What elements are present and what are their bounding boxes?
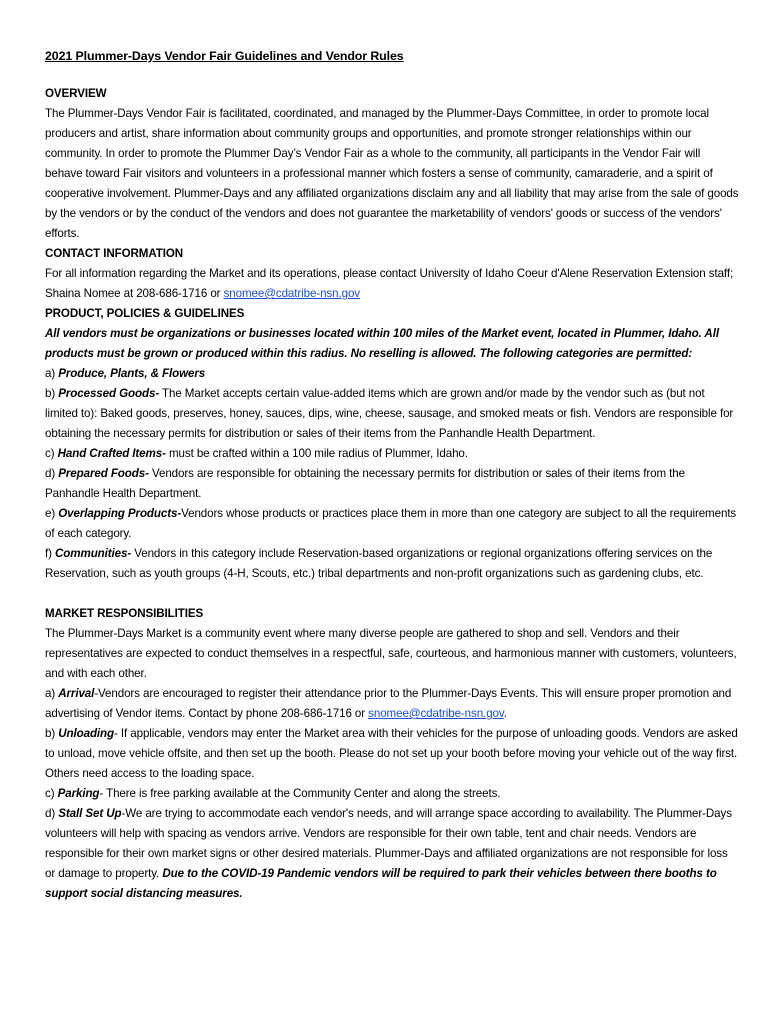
market-item-parking [45,784,740,804]
item-text: -We are trying to accommodate each vendor's needs, and will arrange space according to availability. The Plummer-Days volunteers will help with spacing as vendors arrive. Vendors are responsible for their own table, tent and chair needs. Vendors are responsible for their own market signs or other desired materials. Plummer-Days and affiliated organizations are not responsible for loss or damage to property. [45,807,732,880]
market-intro: The Plummer-Days Market is a community event where many diverse people are gathered to shop and sell. Vendors and their representatives are expected to conduct themselves in a respectful, safe, courteous, and harmonious manner with customers, volunteers, and with each other. [45,627,737,680]
item-term: Unloading [58,727,115,740]
category-item [45,464,740,504]
item-prefix: c) [45,787,58,800]
item-term: Prepared Foods- [58,467,149,480]
covid-notice: Due to the COVID-19 Pandemic vendors will be required to park their vehicles between there booths to support social distancing measures. [45,867,717,900]
item-text: -Vendors are encouraged to register their attendance prior to the Plummer-Days Events. This will ensure proper promotion and advertising of Vendor items. Contact by phone 208-686-1716 or [45,687,732,720]
category-item [45,504,740,544]
contact-heading: CONTACT INFORMATION [45,247,184,260]
item-prefix: d) [45,467,59,480]
item-text: - There is free parking available at the Community Center and along the streets. [99,787,501,800]
contact-text: For all information regarding the Market and its operations, please contact University of Idaho Coeur d'Alene Reservation Extension staff; Shaina Nomee at 208-686-1716 or [45,267,734,300]
document-title: 2021 Plummer-Days Vendor Fair Guidelines and Vendor Rules [45,49,404,63]
overview-heading: OVERVIEW [45,87,107,100]
products-heading: PRODUCT, POLICIES & GUIDELINES [45,307,245,320]
section-spacer [45,584,740,604]
market-item-unloading [45,724,740,784]
item-prefix: a) [45,687,59,700]
item-term: Stall Set Up [58,807,122,820]
contact-email-link[interactable]: snomee@cdatribe-nsn.gov [223,287,360,300]
item-prefix: d) [45,807,59,820]
market-heading: MARKET RESPONSIBILITIES [45,607,204,620]
item-term: Hand Crafted Items- [57,447,166,460]
contact-paragraph [45,264,740,304]
item-term: Overlapping Products- [58,507,182,520]
market-item-stall [45,804,740,904]
item-term: Communities- [55,547,132,560]
item-suffix: . [503,707,507,720]
item-text: Vendors whose products or practices place them in more than one category are subject to all the requirements of each category. [45,507,737,540]
category-item [45,364,740,384]
item-text: Vendors are responsible for obtaining the necessary permits for distribution or sales of their items from the Panhandle Health Department. [45,467,685,500]
item-text: - If applicable, vendors may enter the Market area with their vehicles for the purpose of unloading goods. Vendors are asked to unload, move vehicle offsite, and then set up the booth. Please do not set up your booth before moving your vehicle out of the way first. Others need access to the loading space. [45,727,738,780]
item-term: Arrival [58,687,95,700]
products-intro: All vendors must be organizations or businesses located within 100 miles of the Market event, located in Plummer, Idaho. All products must be grown or produced within this radius. No reselling is allowed. The following categories are permitted: [45,327,719,360]
market-item-arrival [45,684,740,724]
item-prefix: c) [45,447,58,460]
item-text: must be crafted within a 100 mile radius of Plummer, Idaho. [165,447,468,460]
category-item [45,444,740,464]
item-text: Vendors in this category include Reservation-based organizations or regional organizations offering services on the Reservation, such as youth groups (4-H, Scouts, etc.) tribal departments and non-profit organizations such as gardening clubs, etc. [45,547,713,580]
item-prefix: a) [45,367,59,380]
arrival-email-link[interactable]: snomee@cdatribe-nsn.gov [368,707,504,720]
item-term: Processed Goods- [58,387,160,400]
category-item [45,384,740,444]
item-text: The Market accepts certain value-added items which are grown and/or made by the vendor such as (but not limited to): Baked goods, preserves, honey, sauces, dips, wine, cheese, sausage, and smoked meats or fish. Vendors are responsible for obtaining the necessary permits for distribution or sales of their items from the Panhandle Health Department. [45,387,734,440]
item-prefix: e) [45,507,59,520]
overview-paragraph: The Plummer-Days Vendor Fair is facilitated, coordinated, and managed by the Plummer-Days Committee, in order to promote local producers and artist, share information about community groups and opportunities, and promote stronger relationships within our community. In order to promote the Plummer Day’s Vendor Fair as a whole to the community, all participants in the Vendor Fair will behave toward Fair visitors and volunteers in a professional manner which fosters a sense of community, camaraderie, and a spirit of cooperative involvement. Plummer-Days and any affiliated organizations disclaim any and all liability that may arise from the sale of goods by the vendors or by the conduct of the vendors and does not guarantee the marketability of vendors' goods or success of the vendors' efforts. [45,107,739,240]
item-term: Parking [57,787,100,800]
item-prefix: f) [45,547,56,560]
item-term: Produce, Plants, & Flowers [58,367,206,380]
item-prefix: b) [45,727,59,740]
category-item [45,544,740,584]
item-prefix: b) [45,387,59,400]
